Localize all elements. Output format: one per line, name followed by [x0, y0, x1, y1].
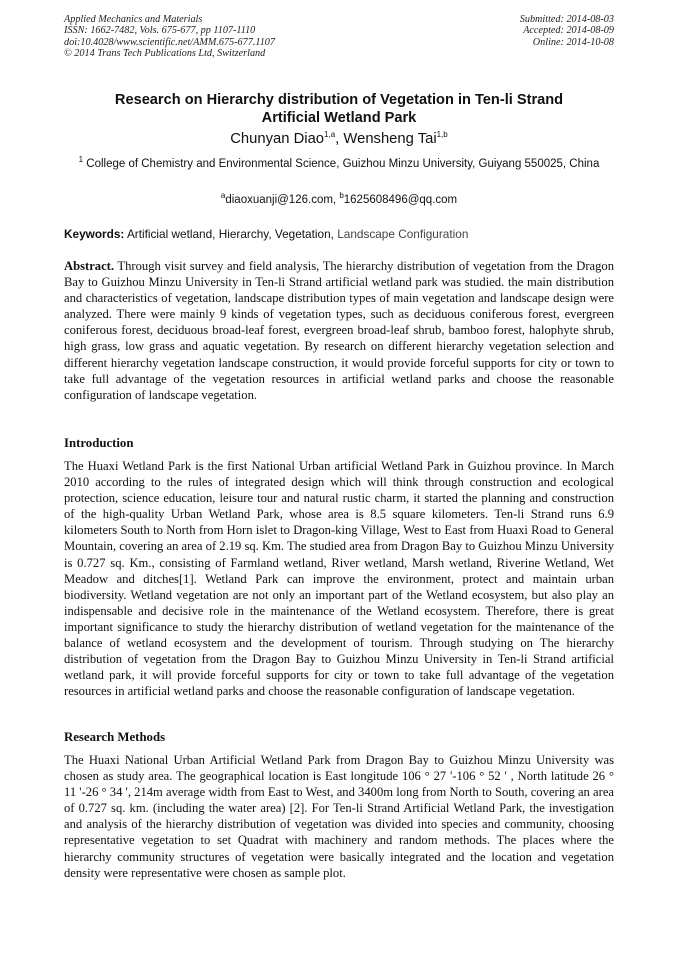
keywords-text: Artificial wetland, Hierarchy, Vegetation,: [124, 227, 338, 241]
email-separator: ,: [332, 194, 340, 206]
abstract-label: Abstract.: [64, 259, 115, 273]
email-address: 1625608496@qq.com: [343, 194, 458, 206]
abstract-text: Through visit survey and field analysis, The hierarchy distribution of vegetation from the Dragon Bay to Guizhou Minzu University in Ten-li Strand artificial wetland park was studied. the main distribution and characteristics of vegetation, landscape distribution types of main vegetation and landscape design were analyzed. There were mainly 9 kinds of vegetation types, such as deciduous coniferous forest, evergreen coniferous forest, deciduous broad-leaf forest, evergreen broad-leaf shrub, bamboo forest, halophyte shrub, high grass, low grass and aquatic vegetation. By research on different hierarchy vegetation selection and different hierarchy vegetation landscape construction, it would provide forceful supports for city or town to take full advantage of the vegetation resources in artificial wetland parks and choose the reasonable configuration of landscape vegetation.: [64, 259, 614, 402]
submitted-date: Submitted: 2014-08-03: [519, 14, 614, 25]
keywords-last: Landscape Configuration: [337, 227, 469, 241]
abstract: [64, 258, 614, 403]
affiliation: [64, 156, 614, 172]
title-line-1: Research on Hierarchy distribution of Vegetation in Ten-li Strand: [114, 92, 564, 108]
paper-title: [64, 91, 614, 127]
introduction-paragraph: The Huaxi Wetland Park is the first National Urban artificial Wetland Park in Guizhou province. In March 2010 according to the rules of integrated design which will think through construction and ecological protection, science education, leisure tour and natural rustic charm, it started the planning and construction of the high-quality Urban Wetland Park, whose area is 8.5 square kilometers. Ten-li Strand runs 6.9 kilometers South to North from Horn islet to Dragon-king Village, West to East from Huaxi Road to General Mountain, covering an area of 2.19 sq. Km. The studied area from Dragon Bay to Guizhou Minzu University is 0.727 sq. Km., consisting of Farmland wetland, River wetland, Marsh wetland, Riverine Wetland, Wet Meadow and ditches[1]. Wetland Park can improve the environment, protect and maintain urban biodiversity. Wetland vegetation are not only an important part of the Wetland ecosystem, but also play an indispensable and decisive role in the maintenance of the Wetland ecosystem. Therefore, there is great important significance to study the hierarchy distribution of wetland vegetation for the maintenance of the balance of wetland ecosystem and the development of tourism. Through studying on The hierarchy distribution of vegetation from the Dragon Bay to Guizhou Minzu University in Ten-li Strand artificial wetland park, it will provide forceful supports for city or town to take full advantage of the vegetation resources in artificial wetland parks and choose the reasonable configuration of landscape vegetation.: [64, 459, 614, 699]
publication-info: [64, 14, 275, 60]
submission-dates: [520, 14, 614, 48]
issn-line: ISSN: 1662-7482, Vols. 675-677, pp 1107-1110: [64, 25, 256, 37]
methods-paragraph: The Huaxi National Urban Artificial Wetland Park from Dragon Bay to Guizhou Minzu University was chosen as study area. The geographical location is East longitude 106 ° 27 '-106 ° 52 ' , North latitude 26 ° 11 '-26 ° 34 ', 214m average width from East to West, and 3400m long from North to South, covering an area of 0.727 sq. km. (including the water area) [2]. For Ten-li Strand Artificial Wetland Park, the investigation and analysis of the hierarchy distribution of vegetation was divided into species and community, choosing representative vegetation to set Quadrat with machinery and random methods. The places where the hierarchy community structures of vegetation were basically integrated and the location and vegetation density were representative were chosen as sample plot.: [64, 753, 614, 880]
email-superscript: b: [339, 191, 344, 201]
keywords-line: [64, 227, 614, 242]
author-emails: [64, 193, 614, 207]
author-superscript: 1,b: [436, 130, 448, 140]
copyright-line: © 2014 Trans Tech Publications Ltd, Switzerland: [64, 48, 266, 60]
affiliation-superscript: 1: [78, 155, 84, 165]
author-superscript: 1,a: [324, 130, 336, 140]
doi-line: doi:10.4028/www.scientific.net/AMM.675-677.1107: [64, 36, 275, 48]
affiliation-text: College of Chemistry and Environmental Science, Guizhou Minzu University, Guiyang 550025, China: [83, 158, 600, 170]
methods-heading: Research Methods: [64, 730, 166, 744]
author-name: Wensheng Tai: [343, 131, 437, 147]
online-date: Online: 2014-10-08: [532, 36, 614, 48]
keywords-label: Keywords:: [64, 227, 125, 241]
author-name: Chunyan Diao: [230, 131, 325, 147]
introduction-heading: Introduction: [64, 436, 134, 450]
accepted-date: Accepted: 2014-08-09: [523, 25, 614, 37]
author-list: [64, 130, 614, 148]
title-line-2: Artificial Wetland Park: [261, 110, 417, 126]
journal-name: Applied Mechanics and Materials: [64, 14, 203, 25]
email-address: diaoxuanji@126.com: [225, 194, 333, 206]
author-separator: ,: [335, 131, 344, 147]
email-superscript: a: [220, 191, 226, 201]
